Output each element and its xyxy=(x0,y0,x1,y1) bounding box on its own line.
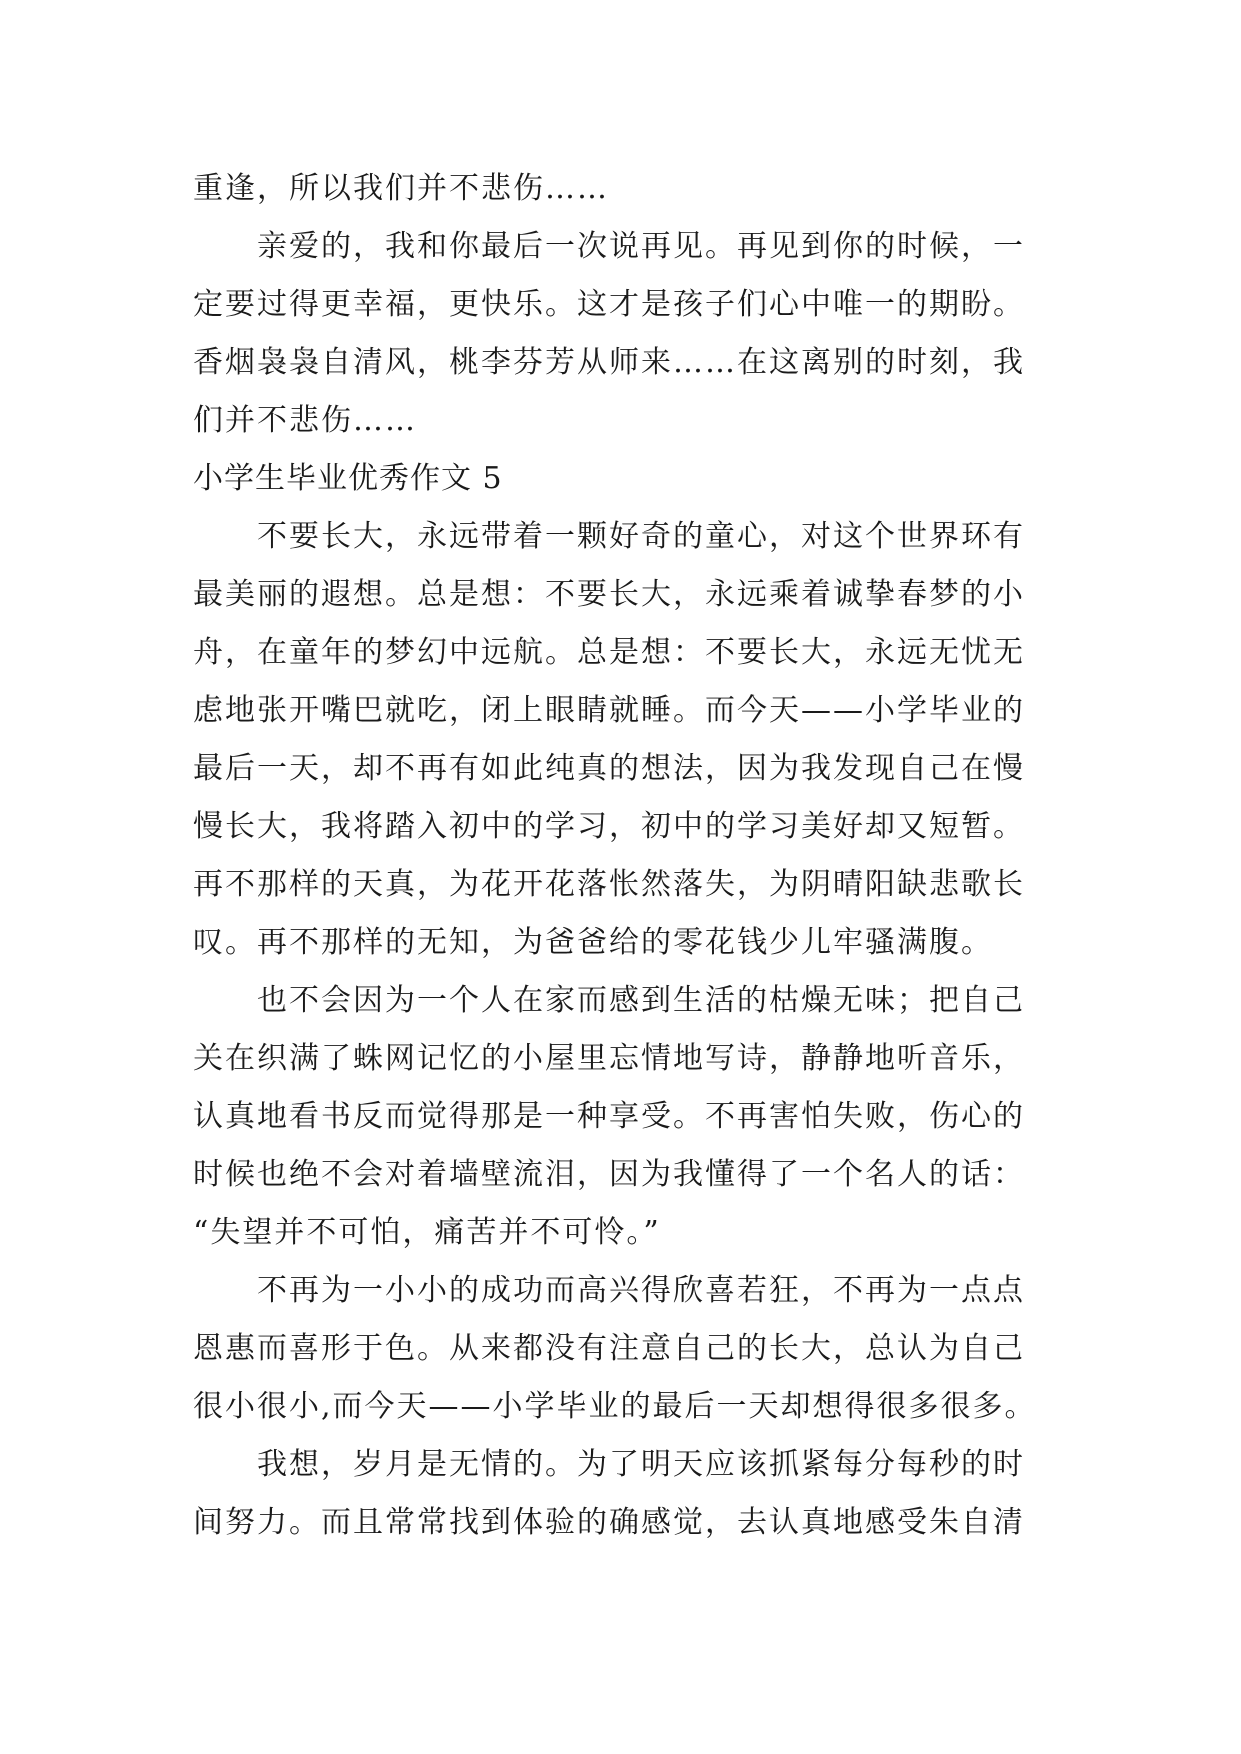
text-line: 最美丽的遐想。总是想：不要长大，永远乘着诚挚春梦的小 xyxy=(193,577,1025,612)
text-line: 重逢，所以我们并不悲伤…… xyxy=(193,171,609,206)
text-line: 很小很小,而今天——小学毕业的最后一天却想得很多很多。 xyxy=(193,1389,1037,1424)
text-line: 叹。再不那样的无知，为爸爸给的零花钱少儿牢骚满腹。 xyxy=(193,925,993,960)
text-line: 不要长大，永远带着一颗好奇的童心，对这个世界环有 xyxy=(257,519,1025,554)
text-line: 虑地张开嘴巴就吃，闭上眼睛就睡。而今天——小学毕业的 xyxy=(193,693,1025,728)
document-body xyxy=(193,160,1073,1552)
text-line: 慢长大，我将踏入初中的学习，初中的学习美好却又短暂。 xyxy=(193,809,1025,844)
text-line: 关在织满了蛛网记忆的小屋里忘情地写诗，静静地听音乐， xyxy=(193,1041,1025,1076)
text-line: 最后一天，却不再有如此纯真的想法，因为我发现自己在慢 xyxy=(193,751,1025,786)
text-line: 舟，在童年的梦幻中远航。总是想：不要长大，永远无忧无 xyxy=(193,635,1025,670)
text-line: 间努力。而且常常找到体验的确感觉，去认真地感受朱自清 xyxy=(193,1505,1025,1540)
text-line: “失望并不可怕，痛苦并不可怜。” xyxy=(193,1215,661,1250)
text-line: 也不会因为一个人在家而感到生活的枯燥无味；把自己 xyxy=(257,983,1025,1018)
text-line: 我想，岁月是无情的。为了明天应该抓紧每分每秒的时 xyxy=(257,1447,1025,1482)
text-line: 认真地看书反而觉得那是一种享受。不再害怕失败，伤心的 xyxy=(193,1099,1025,1134)
text-line: 恩惠而喜形于色。从来都没有注意自己的长大，总认为自己 xyxy=(193,1331,1025,1366)
text-line: 再不那样的天真，为花开花落怅然落失，为阴晴阳缺悲歌长 xyxy=(193,867,1025,902)
text-line: 们并不悲伤…… xyxy=(193,403,417,438)
text-line: 不再为一小小的成功而高兴得欣喜若狂，不再为一点点 xyxy=(257,1273,1025,1308)
section-heading: 小学生毕业优秀作文 5 xyxy=(193,461,503,496)
text-line: 亲爱的，我和你最后一次说再见。再见到你的时候，一 xyxy=(257,229,1025,264)
text-line: 定要过得更幸福，更快乐。这才是孩子们心中唯一的期盼。 xyxy=(193,287,1025,322)
text-line: 时候也绝不会对着墙壁流泪，因为我懂得了一个名人的话： xyxy=(193,1157,1025,1192)
text-line: 香烟袅袅自清风，桃李芬芳从师来……在这离别的时刻，我 xyxy=(193,345,1025,380)
